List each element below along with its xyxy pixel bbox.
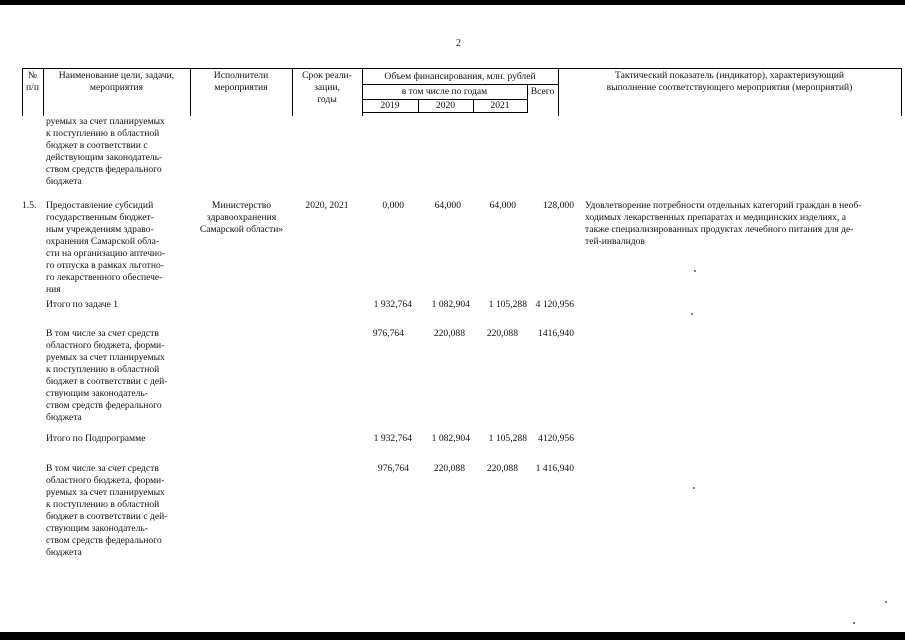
row-1-5-executor: Министерство здравоохранения Самарской области» — [199, 200, 284, 235]
row-subprogram-regional-2019: 976,764 — [377, 463, 409, 474]
row-total-task1-2020: 1 082,904 — [431, 299, 470, 310]
row-subprogram-regional-total: 1 416,940 — [535, 463, 574, 474]
row-total-task1-2019: 1 932,764 — [373, 299, 412, 310]
row-task1-regional-name: В том числе за счет средств областного бюджета, форми- руемых за счет планируемых к поступлению в областной бюджет в соответствии с дей- ствующим законодатель- ством средств федерального бюджета — [46, 328, 168, 423]
row-total-subprogram-name: Итого по Подпрограмме — [46, 433, 146, 444]
scan-speck — [694, 270, 696, 272]
row-1-5-2021: 64,000 — [489, 200, 516, 211]
row-total-task1-2021: 1 105,288 — [488, 299, 527, 310]
row-1-5-indicator: Удовлетворение потребности отдельных категорий граждан в необ- ходимых лекарственных препаратах и медицинских изделиях, а также специализированных продуктах лечебного питания для де- тей-инвалидов — [585, 200, 862, 247]
row-task1-regional-2019: 976,764 — [372, 328, 404, 339]
row-total-subprogram-2021: 1 105,288 — [488, 433, 527, 444]
header-year-2021: 2021 — [490, 100, 510, 111]
row-1-5-name: Предоставление субсидий государственным бюджет- ным учреждениям здраво- охранения Самарской обла- сти на организацию аптечно- го отпуска в рамках льготно- го лекарственного обеспече- ния — [46, 200, 166, 295]
header-funding: Объем финансирования, млн. рублей — [384, 71, 536, 82]
row-1-5-total: 128,000 — [542, 200, 574, 211]
row-total-subprogram-2020: 1 082,904 — [431, 433, 470, 444]
row-total-task1-name: Итого по задаче 1 — [46, 299, 119, 310]
table-top-border — [22, 68, 902, 69]
header-period: Срок реали- зации, годы — [302, 70, 352, 105]
row-total-subprogram-2019: 1 932,764 — [373, 433, 412, 444]
header-num: № п/п — [26, 70, 39, 93]
row-continuation-name: руемых за счет планируемых к поступлению в областной бюджет в соответствии с действующим законодатель- ством средств федерального бюджета — [46, 116, 165, 187]
header-year-2020: 2020 — [435, 100, 456, 111]
page-number: 2 — [456, 38, 461, 49]
header-name: Наименование цели, задачи, мероприятия — [58, 70, 175, 93]
scan-bottom-border — [0, 632, 905, 640]
col-border-right — [901, 68, 902, 116]
row-subprogram-regional-name: В том числе за счет средств областного бюджета, форми- руемых за счет планируемых к поступлению в областной бюджет в соответствии с дей- ствующим законодатель- ством средств федерального бюджета — [46, 463, 168, 558]
row-subprogram-regional-2020: 220,088 — [433, 463, 465, 474]
row-total-subprogram-total: 4120,956 — [538, 433, 574, 444]
header-by-years: в том числе по годам — [401, 86, 488, 97]
row-task1-regional-2021: 220,088 — [486, 328, 518, 339]
header-total: Всего — [530, 86, 555, 97]
row-1-5-period: 2020, 2021 — [305, 200, 349, 211]
scan-speck — [885, 601, 887, 603]
header-year-2019: 2019 — [380, 100, 400, 111]
scan-speck — [691, 313, 693, 315]
header-indicator: Тактический показатель (индикатор), характеризующий выполнение соответствующего мероприятия (мероприятий) — [606, 70, 853, 93]
row-total-task1-total: 4 120,956 — [535, 299, 574, 310]
scan-top-border — [0, 0, 905, 5]
scan-speck — [693, 487, 695, 489]
row-1-5-2019: 0,000 — [382, 200, 404, 211]
row-1-5-number: 1.5. — [22, 200, 37, 211]
funding-subheader-line — [362, 84, 558, 85]
scan-speck — [853, 622, 855, 624]
years-bottom-line — [362, 112, 527, 113]
header-executors: Исполнители мероприятия — [213, 70, 269, 93]
row-subprogram-regional-2021: 220,088 — [486, 463, 518, 474]
row-1-5-2020: 64,000 — [434, 200, 461, 211]
row-task1-regional-2020: 220,088 — [433, 328, 465, 339]
row-task1-regional-total: 1416,940 — [538, 328, 574, 339]
